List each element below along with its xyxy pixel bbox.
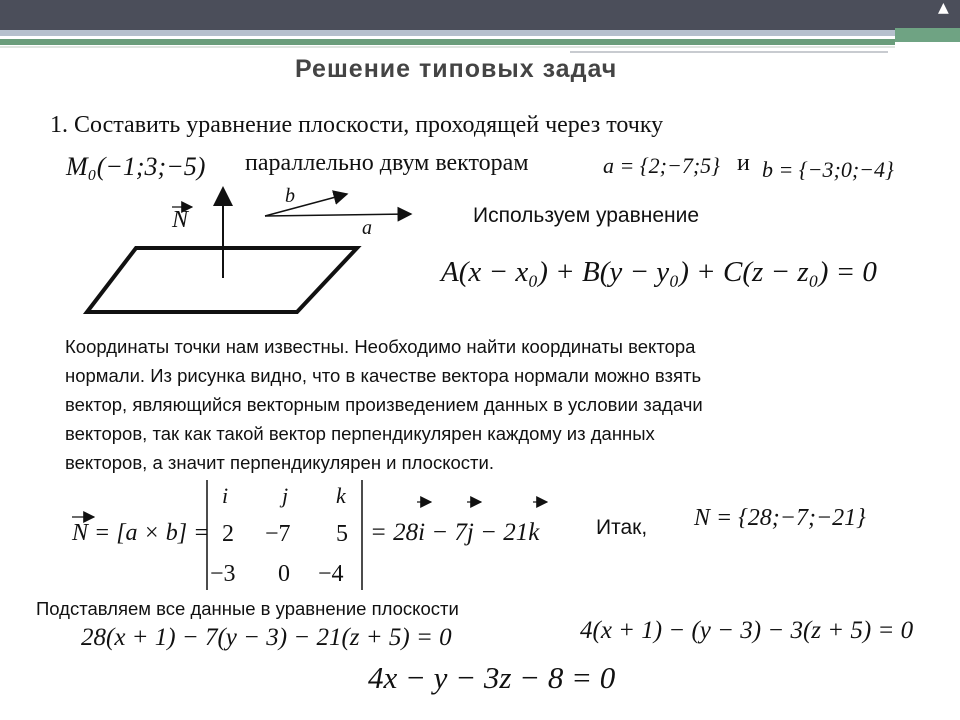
det-row-2-y: −7	[265, 521, 291, 547]
det-row-2-z: 5	[336, 521, 348, 547]
cross-product-result: = 28i − 7j − 21k	[370, 519, 540, 546]
problem-line-2: параллельно двум векторам	[245, 150, 529, 176]
use-equation-label: Используем уравнение	[473, 204, 700, 227]
det-row-3-x: −3	[210, 561, 236, 587]
explanation-line-5: векторов, а значит перпендикулярен и плоскости.	[65, 452, 495, 473]
general-plane-equation: A(x − x₀) + B(y − y₀) + C(z − z₀) = 0	[441, 256, 877, 288]
det-row-2-x: 2	[222, 521, 234, 547]
point-m0: M₀(−1;3;−5)	[66, 152, 206, 181]
corner-mark-icon: ▲	[938, 0, 949, 16]
det-row-3-y: 0	[278, 561, 290, 587]
equation-simplified: 4(x + 1) − (y − 3) − 3(z + 5) = 0	[580, 617, 914, 644]
det-row-1-j: j	[282, 483, 289, 508]
final-plane-equation: 4x − y − 3z − 8 = 0	[368, 660, 616, 695]
substitute-label: Подставляем все данные в уравнение плоскости	[36, 598, 459, 619]
itak-label: Итак,	[596, 516, 648, 539]
det-row-1-k: k	[336, 483, 346, 508]
label-b: b	[285, 185, 295, 207]
explanation-line-2: нормали. Из рисунка видно, что в качестве вектора нормали можно взять	[65, 365, 702, 386]
slide-title: Решение типовых задач	[295, 55, 618, 83]
explanation-line-4: векторов, так как такой вектор перпендикулярен каждому из данных	[65, 423, 655, 444]
conjunction: и	[737, 150, 750, 176]
normal-vector-result: N = {28;−7;−21}	[694, 505, 866, 531]
vector-b-coords: b = {−3;0;−4}	[762, 157, 894, 182]
problem-line-1: 1. Составить уравнение плоскости, проходящей через точку	[50, 112, 664, 138]
label-a: a	[362, 217, 372, 239]
det-row-3-z: −4	[318, 561, 344, 587]
explanation-line-1: Координаты точки нам известны. Необходимо найти координаты вектора	[65, 336, 696, 357]
label-n: N	[172, 207, 189, 233]
cross-product-lhs: N = [a × b] =	[72, 520, 210, 546]
equation-substituted: 28(x + 1) − 7(y − 3) − 21(z + 5) = 0	[81, 624, 452, 651]
explanation-line-3: вектор, являющийся векторным произведением данных в условии задачи	[65, 394, 703, 415]
vector-a-coords: a = {2;−7;5}	[603, 153, 720, 178]
det-row-1-i: i	[222, 483, 229, 508]
